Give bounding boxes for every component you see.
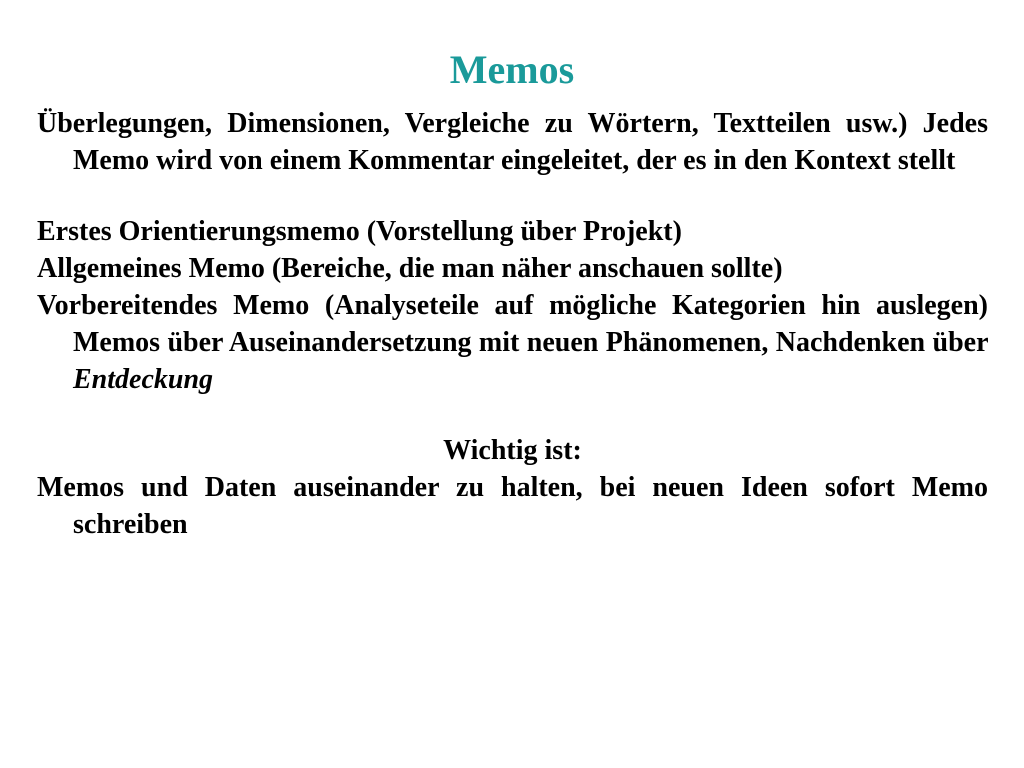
slide-title: Memos: [449, 47, 575, 92]
important-heading: Wichtig ist:: [443, 435, 582, 466]
entdeckung-emphasis: Entdeckung: [73, 364, 214, 395]
spacer: [37, 398, 988, 432]
allgemeines-memo-item: Allgemeines Memo (Bereiche, die man näher anschauen sollte): [37, 253, 783, 284]
intro-paragraph: Überlegungen, Dimensionen, Vergleiche zu Wörtern, Textteilen usw.) Jedes Memo wird von einem Kommentar eingeleitet, der es in den Kontext stellt: [37, 108, 988, 176]
important-paragraph: Memos und Daten auseinander zu halten, bei neuen Ideen sofort Memo schreiben: [37, 472, 988, 540]
vorbereitendes-memo-item: [37, 287, 988, 398]
spacer: [37, 179, 988, 213]
slide-body: [37, 105, 988, 543]
orientierungsmemo-item: Erstes Orientierungsmemo (Vorstellung über Projekt): [37, 216, 682, 247]
vorbereitendes-memo-text: Vorbereitendes Memo (Analyseteile auf mögliche Kategorien hin auslegen) Memos über Auseinandersetzung mit neuen Phänomenen, Nachdenken über: [37, 290, 988, 358]
